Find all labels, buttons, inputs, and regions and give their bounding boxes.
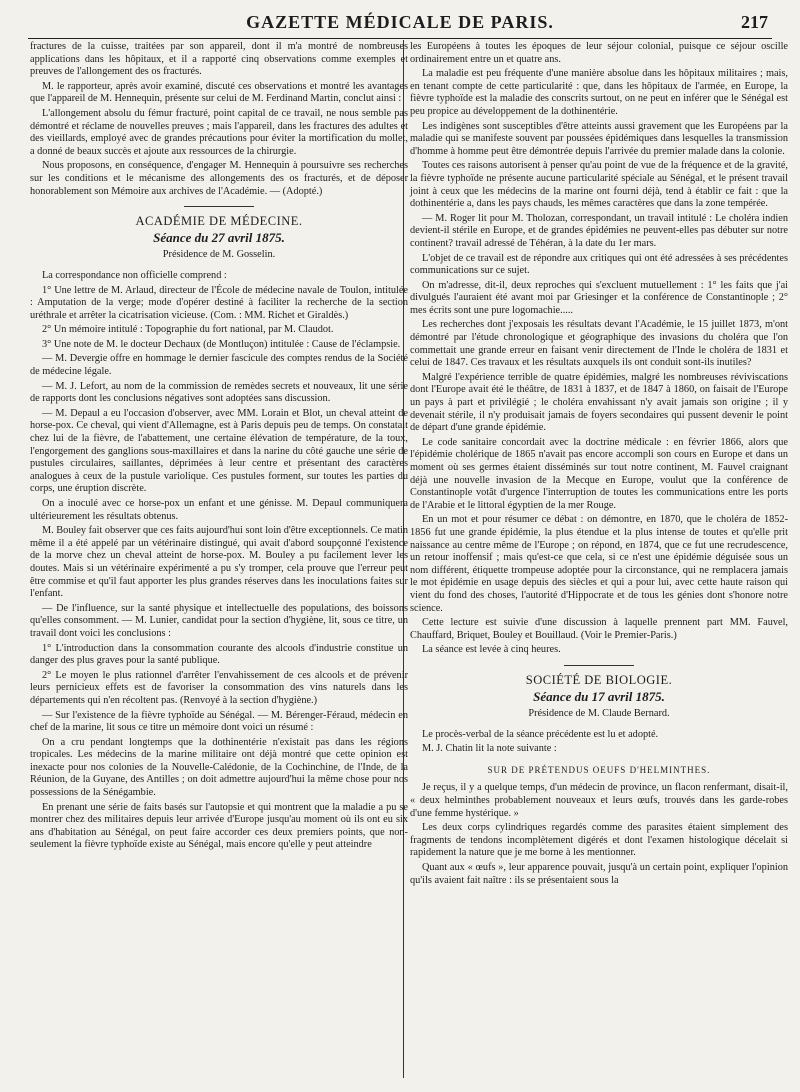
paragraph: La correspondance non officielle comprend : — [42, 269, 227, 281]
paragraph: La maladie est peu fréquente d'une manière absolue dans les hôpitaux militaires ; mais, en tenant compte de cette particularité : que, dans les hôpitaux de l'armée, en Europe, la fièvre typhoïde est la maladie des conscrits surtout, on ne peut en inférer que le Sénégal est peu propice au développement de la dothinentérie. — [410, 68, 788, 117]
paragraph: — M. Roger lit pour M. Tholozan, correspondant, un travail intitulé : Le choléra indien devient-il stérile en Europe, et de grandes épidémies ne peuvent-elles pas débuter sur notre continent? travail adressé de Téhéran, à la date du 1er mars. — [410, 212, 788, 249]
paragraph: M. le rapporteur, après avoir examiné, discuté ces observations et montré les avantages que l'appareil de M. Hennequin, présente sur celui de M. Ferdinand Martin, conclut ainsi : — [30, 80, 408, 105]
paragraph: les Européens à toutes les époques de leur séjour colonial, puisque ce séjour oscille ordinairement entre un et quatre ans. — [410, 41, 788, 65]
header-rule — [28, 38, 772, 39]
right-column — [410, 41, 788, 889]
paragraph: Cette lecture est suivie d'une discussion à laquelle prennent part MM. Fauvel, Chauffard, Briquet, Bouley et Bouillaud. (Voir le Premier-Paris.) — [410, 617, 788, 641]
paragraph: Quant aux « œufs », leur apparence pouvait, jusqu'à un certain point, expliquer l'opinion qu'ils avaient fait naître : ils se présentaient sous la — [410, 862, 788, 886]
paragraph: On m'adresse, dit-il, deux reproches qui s'excluent mutuellement : 1° les faits que j'ai divulgués l'auraient été avant moi par Griesinger et la conférence de Constantinople ; 2° mes écrits sont une pure logomachie..... — [410, 279, 788, 316]
paragraph: — M. Devergie offre en hommage le dernier fascicule des comptes rendus de la Société de médecine légale. — [30, 353, 408, 378]
paragraph: L'objet de ce travail est de répondre aux critiques qui ont été adressées à ses précédentes communications sur ce sujet. — [410, 252, 788, 277]
section-rule — [564, 665, 634, 666]
left-column — [30, 41, 408, 854]
paragraph: On a cru pendant longtemps que la dothinentérie n'existait pas dans les régions tropicales. Les médecins de la marine militaire ont déjà montré que cette opinion est inexacte pour nos colonies de la Nouvelle-Calédonie, de la Cochinchine, de l'Inde, de la Réunion, de la Guyane, des Antilles ; on doit admettre aujourd'hui la même chose pour nos possessions de la Sénégambie. — [30, 736, 408, 799]
presidency: Présidence de M. Claude Bernard. — [528, 708, 670, 720]
paragraph: M. J. Chatin lit la note suivante : — [422, 743, 557, 755]
paragraph: Le code sanitaire concordait avec la doctrine médicale : en février 1866, alors que l'épidémie cholérique de 1865 n'avait pas encore accompli son cours en Europe et dans un moment où ses germes étaient disséminés sur tout notre continent, M. Fauvel craignant déjà une nouvelle invasion de la Mecque en Europe, voulut que la conférence de Constantinople votât d'urgence l'interruption de toutes les communications entre les ports de l'Arabie et le littoral égyptien de la mer Rouge. — [410, 436, 788, 511]
page-number: 217 — [741, 12, 768, 32]
paragraph: — De l'influence, sur la santé physique et intellectuelle des populations, des boissons qu'elles consomment. — M. Lunier, candidat pour la section d'hygiène, lit, sous ce titre, un travail dont voici les conclusions : — [30, 602, 408, 639]
paragraph: Les recherches dont j'exposais les résultats devant l'Académie, le 15 juillet 1873, m'ont démontré par l'étude chronologique et géographique des invasions du choléra que l'on commettait une grande erreur en faisant venir directement de l'Inde le choléra de 1831 et celui de 1847. Ces travaux et les résultats auxquels ils ont conduit sont-ils inutiles? — [410, 319, 788, 369]
paragraph: On a inoculé avec ce horse-pox un enfant et une génisse. M. Depaul communiquera ultérieurement les résultats obtenus. — [30, 498, 408, 522]
paragraph: 2° Un mémoire intitulé : Topographie du fort national, par M. Claudot. — [42, 324, 334, 336]
paragraph: Les indigènes sont susceptibles d'être atteints aussi gravement que les Européens par la maladie qui se manifeste souvent par poussées épidémiques dans lesquelles la transmission d'homme à homme peut être démontrée depuis l'arrivée du premier malade dans la colonie. — [410, 120, 788, 157]
paragraph: fractures de la cuisse, traitées par son appareil, dont il m'a montré de nombreuses applications dans les hôpitaux, et il a rapporté cinq observations comme exemples et preuves de l'allongement des os fracturés. — [30, 41, 408, 78]
paragraph: En un mot et pour résumer ce débat : on démontre, en 1870, que le choléra de 1852-1856 fut une grande épidémie, la plus étendue et la plus intense de toutes et qu'elle prit naissance au centre même de l'Europe ; on répond, en 1874, que ce fut une recrudescence, un retour inoffensif ; mais qu'est-ce que cela, si ce n'est une épidémie déguisée sous un nom différent, étiquette trompeuse adoptée pour la circonstance, qui ne remplacera jamais le mot épidémie en usage depuis des siècles et qui a pour lui, avec cette haute raison qui vient du fond des choses, l'autorité d'Hippocrate et de tous les génies dont s'honore notre science. — [410, 514, 788, 614]
paragraph: 1° Une lettre de M. Arlaud, directeur de l'École de médecine navale de Toulon, intitulée : Amputation de la verge; mode d'opérer destiné à faciliter la recherche de la section uréthrale et arrêter la cicatrisation vicieuse. (Com. : MM. Richet et Giraldès.) — [30, 284, 408, 321]
section-rule — [184, 206, 254, 207]
paragraph: L'allongement absolu du fémur fracturé, point capital de ce travail, ne nous semble pas démontré et réclame de nouvelles preuves ; mais l'appareil, dans les fractures des adultes et des vieillards, employé avec de grandes précautions pour éviter la mortification du mollet, a donné de beaux succès et ajoute aux ressources de la chirurgie. — [30, 107, 408, 157]
paragraph: 2° Le moyen le plus rationnel d'arrêter l'envahissement de ces alcools et de prévenir leurs pernicieux effets est de favoriser la consommation des vins naturels dans les départements qui n'en récoltent pas. (Renvoyé à la section d'hygiène.) — [30, 669, 408, 706]
paragraph: La séance est levée à cinq heures. — [422, 644, 561, 656]
paragraph: 1° L'introduction dans la consommation courante des alcools d'industrie constitue un danger des plus graves pour la santé publique. — [30, 642, 408, 667]
masthead — [0, 8, 800, 34]
note-title: SUR DE PRÉTENDUS OEUFS D'HELMINTHES. — [487, 764, 711, 775]
section-title: SOCIÉTÉ DE BIOLOGIE. — [525, 672, 673, 687]
session-title: Séance du 27 avril 1875. — [153, 229, 285, 245]
paragraph: — Sur l'existence de la fièvre typhoïde au Sénégal. — M. Bérenger-Féraud, médecin en chef de la marine, lit sous ce titre un mémoire dont voici un résumé : — [30, 709, 408, 734]
section-title: ACADÉMIE DE MÉDECINE. — [135, 214, 303, 229]
paragraph: — M. J. Lefort, au nom de la commission de remèdes secrets et nouveaux, lit une série de rapports dont les conclusions négatives sont adoptées sans discussion. — [30, 380, 408, 405]
paragraph: Les deux corps cylindriques regardés comme des parasites étaient simplement des fragments de tendons incomplètement digérés et dont l'examen histologique décelait si rapidement la nature que je me borne à les mentionner. — [410, 822, 788, 859]
paragraph: 3° Une note de M. le docteur Dechaux (de Montluçon) intitulée : Cause de l'éclampsie. — [42, 338, 401, 350]
session-title: Séance du 17 avril 1875. — [533, 688, 665, 704]
presidency: Présidence de M. Gosselin. — [162, 249, 276, 261]
paragraph: Toutes ces raisons autorisent à penser qu'au point de vue de la fréquence et de la gravité, la fièvre typhoïde ne présente aucune particularité spéciale au Sénégal, et le présent travail joint à ceux que les médecins de la marine ont fourni déjà, tend à établir ce fait : que la dothinentérie a, dans les pays chauds, les mêmes caractères que dans la zone tempérée. — [410, 160, 788, 210]
journal-title: GAZETTE MÉDICALE DE PARIS. — [246, 12, 554, 32]
paragraph: M. Bouley fait observer que ces faits aujourd'hui sont loin d'être exceptionnels. Ce matin même il a été appelé par un vétérinaire distingué, qui avait d'abord soupçonné l'existence de la morve chez un cheval atteint de horse-pox. M. Bouley a pu facilement lever les doutes. Mais si un vétérinaire expérimenté a pu s'y tromper, cela prouve que l'erreur peut être commise et qu'il faut apporter les plus grandes réserves dans les inoculations faites sur l'enfant. — [30, 525, 409, 600]
paragraph: Nous proposons, en conséquence, d'engager M. Hennequin à poursuivre ses recherches sur les conditions et le mécanisme des allongements des os fracturés, et de déposer honorablement son Mémoire aux archives de l'Académie. — (Adopté.) — [30, 160, 408, 197]
paragraph: Malgré l'expérience terrible de quatre épidémies, malgré les nombreuses réviviscations dont l'Europe avait été le théâtre, de 1831 à 1837, et de 1847 à 1860, on faisait de l'Europe un pays à part et privilégié ; le choléra envahissant n'y avait jamais son origine ; il y devenait stérile, il n'y produisait jamais de foyers secondaires qui pussent devenir le point de départ d'une grande épidémie. — [410, 371, 788, 434]
paragraph: Je reçus, il y a quelque temps, d'un médecin de province, un flacon renfermant, disait-il, « deux helminthes probablement nouveaux et leurs œufs, trouvés dans les garde-robes d'une femme hystérique. » — [410, 782, 788, 819]
paragraph: — M. Depaul a eu l'occasion d'observer, avec MM. Lorain et Blot, un cheval atteint de horse-pox. Ce cheval, qui vient d'Allemagne, est à Paris depuis peu de temps. On constatait chez lui de la fièvre, de l'abattement, une certaine élévation de température, de la toux, l'engorgement des ganglions sous-maxillaires et dans la narine du côté gauche une série de pustules circulaires, saillantes, déprimées à leur centre et présentant des caractères analogues à ceux de la pustule variolique. Ces pustules forment, sur toutes les parties du corps, une éruption discrète. — [30, 407, 408, 495]
paragraph: En prenant une série de faits basés sur l'autopsie et qui montrent que la maladie a pu se montrer chez des militaires depuis leur arrivée d'Europe jusqu'au moment où ils ont eu six ans d'habitation au Sénégal, on peut faire accorder ces deux premiers points, que non-seulement la fièvre typhoïde existe au Sénégal, mais encore qu'elle y peut atteindre — [30, 801, 408, 851]
paragraph: Le procès-verbal de la séance précédente est lu et adopté. — [422, 728, 659, 740]
